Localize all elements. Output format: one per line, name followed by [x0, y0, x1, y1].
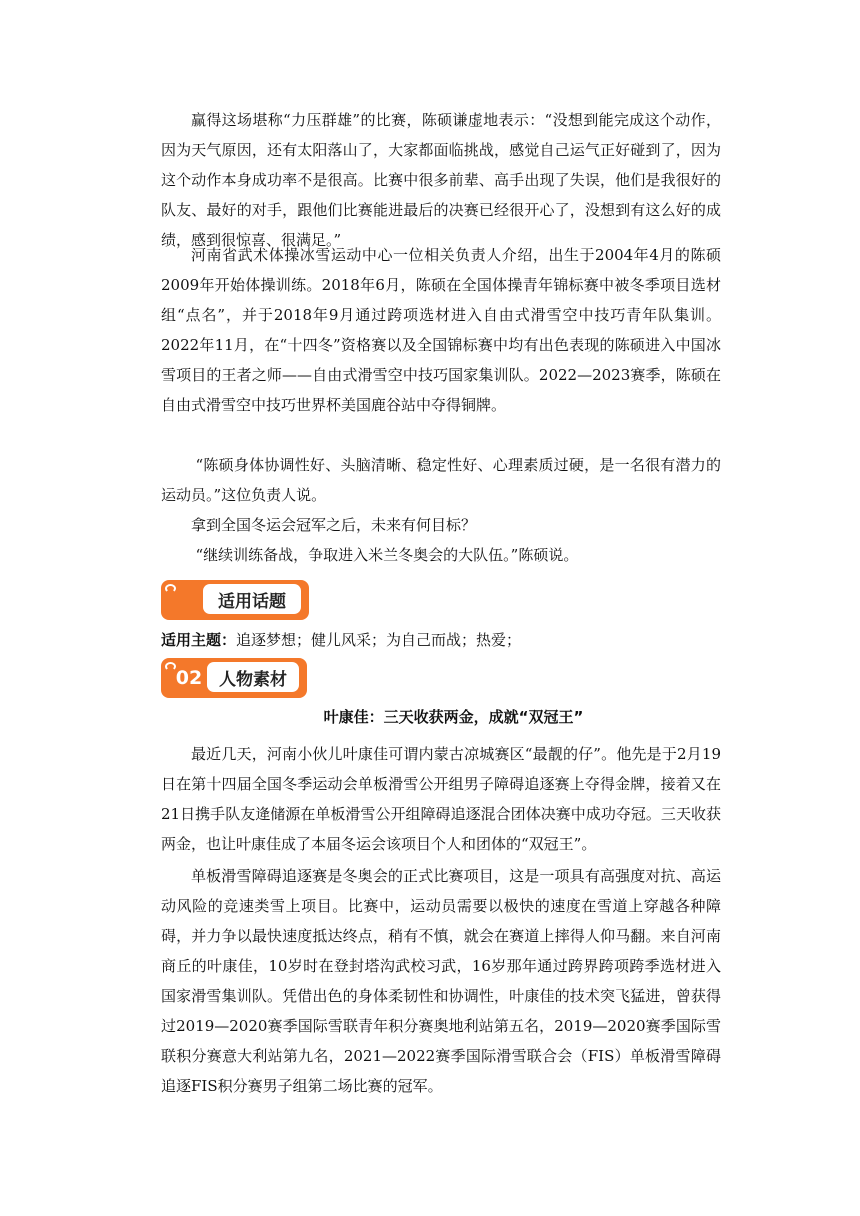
section-badge-label: 人物素材 — [207, 662, 299, 692]
article-title: 叶康佳：三天收获两金，成就“双冠王” — [323, 708, 584, 726]
paragraph-chenshuo-background: 河南省武术体操冰雪运动中心一位相关负责人介绍，出生于2004年4月的陈硕2009年开始体操训练。2018年6月，陈硕在全国体操青年锦标赛中被冬季项目选材组“点名”，并于2018年9月通过跨项选材进入自由式滑雪空中技巧青年队集训。2022年11月，在“十四冬”资格赛以及全国锦标赛中均有出色表现的陈硕进入中国冰雪项目的王者之师——自由式滑雪空中技巧国家集训队。2022—2023赛季，陈硕在自由式滑雪空中技巧世界杯美国鹿谷站中夺得铜牌。 — [161, 246, 721, 414]
paragraph-future-question: 拿到全国冬运会冠军之后，未来有何目标？ — [191, 516, 477, 534]
paragraph-chenshuo-quote: 赢得这场堪称“力压群雄”的比赛，陈硕谦虚地表示：“没想到能完成这个动作，因为天气原因，还有太阳落山了，大家都面临挑战，感觉自己运气正好碰到了，因为这个动作本身成功率不是很高。比赛中很多前辈、高手出现了失误，他们是我很好的队友、最好的对手，跟他们比赛能进最后的决赛已经很开心了，没想到有这么好的成绩，感到很惊喜、很满足。” — [161, 111, 721, 249]
applicable-themes-label: 适用主题： — [161, 631, 237, 649]
section-badge-people-material — [161, 658, 307, 698]
paragraph-yekangjia-intro: 最近几天，河南小伙儿叶康佳可谓内蒙古凉城赛区“最靓的仔”。他先是于2月19日在第十四届全国冬季运动会单板滑雪公开组男子障碍追逐赛上夺得金牌，接着又在21日携手队友逄储源在单板滑雪公开组障碍追逐混合团体决赛中成功夺冠。三天收获两金，也让叶康佳成了本届冬运会该项目个人和团体的“双冠王”。 — [161, 745, 721, 853]
section-badge-applicable-topics — [161, 580, 309, 620]
badge-decoration-icon — [165, 584, 176, 593]
applicable-themes — [161, 628, 521, 652]
paragraph-future-answer: “继续训练备战，争取进入米兰冬奥会的大队伍。”陈硕说。 — [195, 546, 579, 564]
applicable-themes-value: 追逐梦想；健儿风采；为自己而战；热爱； — [236, 631, 522, 649]
paragraph-yekangjia-background: 单板滑雪障碍追逐赛是冬奥会的正式比赛项目，这是一项具有高强度对抗、高运动风险的竞速类雪上项目。比赛中，运动员需要以极快的速度在雪道上穿越各种障碍，并力争以最快速度抵达终点，稍有不慎，就会在赛道上摔得人仰马翻。来自河南商丘的叶康佳，10岁时在登封塔沟武校习武，16岁那年通过跨界跨项跨季选材进入国家滑雪集训队。凭借出色的身体柔韧性和协调性，叶康佳的技术突飞猛进，曾获得过2019—2020赛季国际雪联青年积分赛奥地利站第五名，2019—2020赛季国际雪联积分赛意大利站第九名，2021—2022赛季国际滑雪联合会（FIS）单板滑雪障碍追逐FIS积分赛男子组第二场比赛的冠军。 — [161, 867, 721, 1095]
section-badge-label: 适用话题 — [203, 584, 301, 614]
paragraph-official-comment: “陈硕身体协调性好、头脑清晰、稳定性好、心理素质过硬，是一名很有潜力的运动员。”这位负责人说。 — [161, 456, 721, 504]
section-number: 02 — [175, 667, 203, 689]
